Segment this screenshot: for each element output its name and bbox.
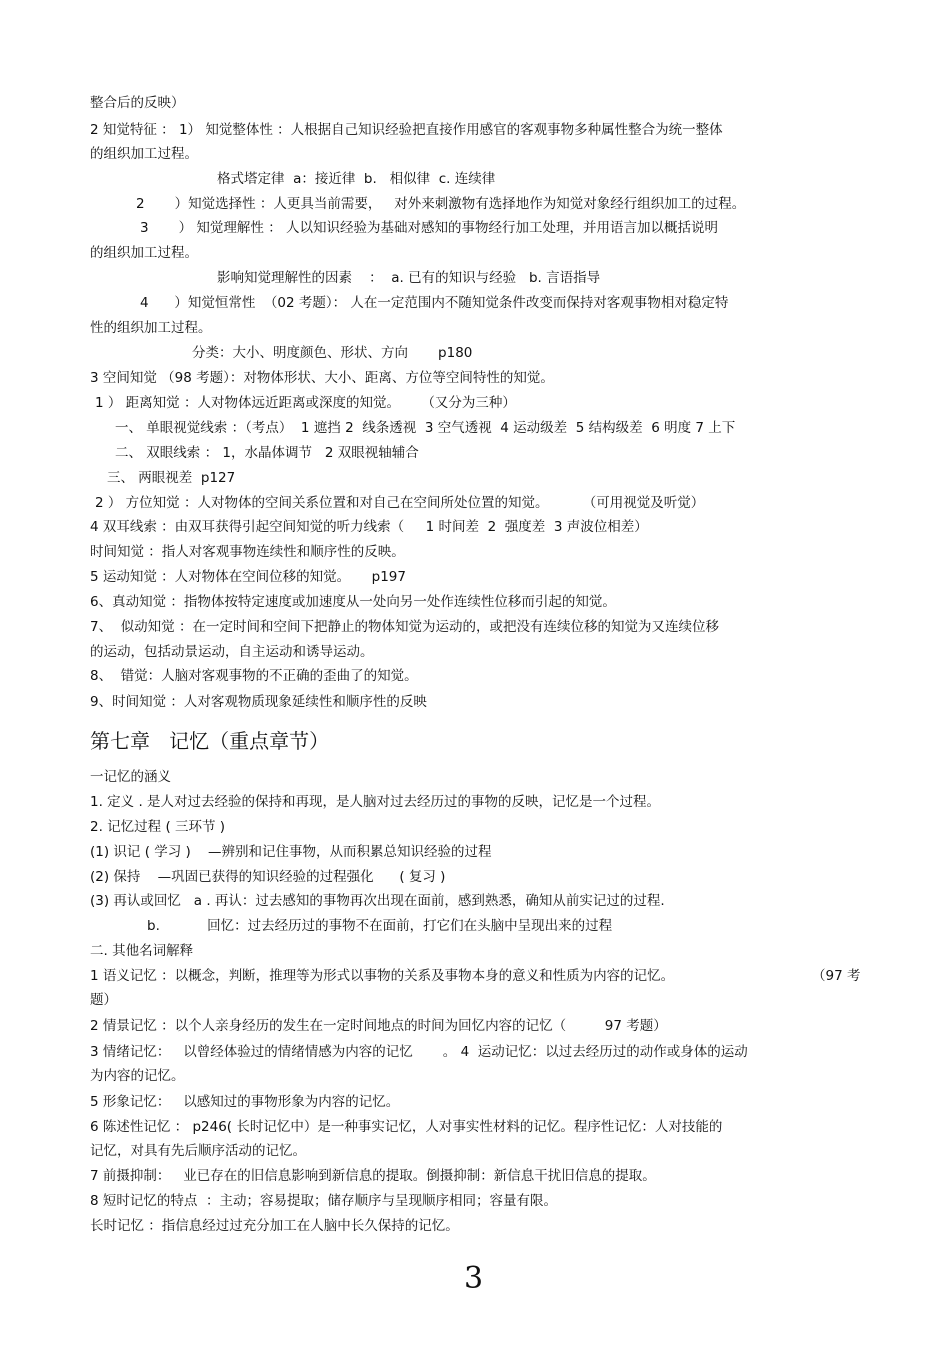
text-line: （97 考	[812, 968, 861, 984]
page-number: 3	[464, 1261, 484, 1296]
chapter-title: 第七章 记忆（重点章节）	[90, 729, 330, 753]
text-line: 整合后的反映）	[90, 95, 185, 111]
text-line: 2. 记忆过程 ( 三环节 )	[90, 819, 226, 835]
text-line: b. 回忆：过去经历过的事物不在面前，打它们在头脑中呈现出来的过程	[147, 918, 613, 934]
text-line: 二. 其他名词解释	[90, 943, 194, 959]
text-line: 2 情景记忆 ：以个人亲身经历的发生在一定时间地点的时间为回忆内容的记忆（ 97 考题）	[90, 1018, 667, 1034]
text-line: 1. 定义 . 是人对过去经验的保持和再现，是人脑对过去经历过的事物的反映，记忆是一个过程。	[90, 794, 661, 810]
text-line: 3 ） 知觉理解性 ： 人以知识经验为基础对感知的事物经行加工处理，并用语言加以概括说明	[140, 220, 719, 236]
text-line: 4 双耳线索 ：由双耳获得引起空间知觉的听力线索（ 1 时间差 2 强度差 3 声波位相差）	[90, 519, 648, 535]
text-line: 题）	[90, 992, 117, 1008]
text-line: 的组织加工过程。	[90, 245, 198, 261]
text-line: (1) 识记 ( 学习 ) —辨别和记住事物，从而积累总知识经验的过程	[90, 844, 492, 860]
text-line: 的组织加工过程。	[90, 146, 198, 162]
text-line: 为内容的记忆。	[90, 1068, 185, 1084]
text-line: 影响知觉理解性的因素 ： a. 已有的知识与经验 b. 言语指导	[217, 270, 601, 286]
text-line: 6 陈述性记忆 ： p246( 长时记忆中）是一种事实记忆，人对事实性材料的记忆。程序性记忆：人对技能的	[90, 1119, 723, 1135]
text-line: 2 知觉特征 ： 1） 知觉整体性 ：人根据自己知识经验把直接作用感官的客观事物多种属性整合为统一整体	[90, 122, 723, 138]
text-line: (3) 再认或回忆 a . 再认：过去感知的事物再次出现在面前，感到熟悉，确知从前实记过的过程.	[90, 893, 665, 909]
text-line: 9、时间知觉 ：人对客观物质现象延续性和顺序性的反映	[90, 694, 427, 710]
text-line: 2 ） 方位知觉 ：人对物体的空间关系位置和对自己在空间所处位置的知觉。 （可用视觉及听觉）	[95, 495, 705, 511]
text-line: 8 短时记忆的特点 ：主动；容易提取；储存顺序与呈现顺序相同；容量有限。	[90, 1193, 557, 1209]
text-line: 一记忆的涵义	[90, 769, 171, 785]
text-line: 时间知觉 ：指人对客观事物连续性和顺序性的反映。	[90, 544, 405, 560]
text-line: 分类：大小、明度颜色、形状、方向 p180	[192, 345, 473, 361]
text-line: 三、 两眼视差 p127	[107, 470, 236, 486]
text-line: 2 ）知觉选择性 ：人更具当前需要， 对外来刺激物有选择地作为知觉对象经行组织加工的过程。	[136, 196, 746, 212]
text-line: 一、 单眼视觉线索 ：（考点） 1 遮挡 2 线条透视 3 空气透视 4 运动级差 5 结构级差 6 明度 7 上下	[115, 420, 736, 436]
text-line: 1 ） 距离知觉 ：人对物体远近距离或深度的知觉。 （又分为三种）	[95, 395, 516, 411]
text-line: 记忆，对具有先后顺序活动的记忆。	[90, 1143, 306, 1159]
text-line: 长时记忆 ：指信息经过过充分加工在人脑中长久保持的记忆。	[90, 1218, 459, 1234]
text-line: 4 ）知觉恒常性 （02 考题）： 人在一定范围内不随知觉条件改变而保持对客观事物相对稳定特	[140, 295, 729, 311]
text-line: 3 空间知觉 （98 考题）：对物体形状、大小、距离、方位等空间特性的知觉。	[90, 370, 554, 386]
text-line: (2) 保持 —巩固已获得的知识经验的过程强化 ( 复习 )	[90, 869, 446, 885]
text-line: 7 前摄抑制： 业已存在的旧信息影响到新信息的提取。倒摄抑制：新信息干扰旧信息的提取。	[90, 1168, 656, 1184]
text-line: 8、 错觉：人脑对客观事物的不正确的歪曲了的知觉。	[90, 668, 418, 684]
text-line: 1 语义记忆 ：以概念，判断，推理等为形式以事物的关系及事物本身的意义和性质为内容的记忆。	[90, 968, 675, 984]
text-line: 5 运动知觉 ：人对物体在空间位移的知觉。 p197	[90, 569, 406, 585]
text-line: 性的组织加工过程。	[90, 320, 212, 336]
text-line: 7、 似动知觉 ：在一定时间和空间下把静止的物体知觉为运动的，或把没有连续位移的知觉为又连续位移	[90, 619, 719, 635]
text-line: 的运动，包括动景运动，自主运动和诱导运动。	[90, 644, 374, 660]
text-line: 格式塔定律 a：接近律 b. 相似律 c. 连续律	[217, 171, 496, 187]
text-line: 6、真动知觉 ：指物体按特定速度或加速度从一处向另一处作连续性位移而引起的知觉。	[90, 594, 616, 610]
text-line: 3 情绪记忆： 以曾经体验过的情绪情感为内容的记忆 。 4 运动记忆：以过去经历过的动作或身体的运动	[90, 1044, 748, 1060]
text-line: 二、 双眼线索 ： 1，水晶体调节 2 双眼视轴辅合	[115, 445, 419, 461]
text-line: 5 形象记忆： 以感知过的事物形象为内容的记忆。	[90, 1094, 400, 1110]
